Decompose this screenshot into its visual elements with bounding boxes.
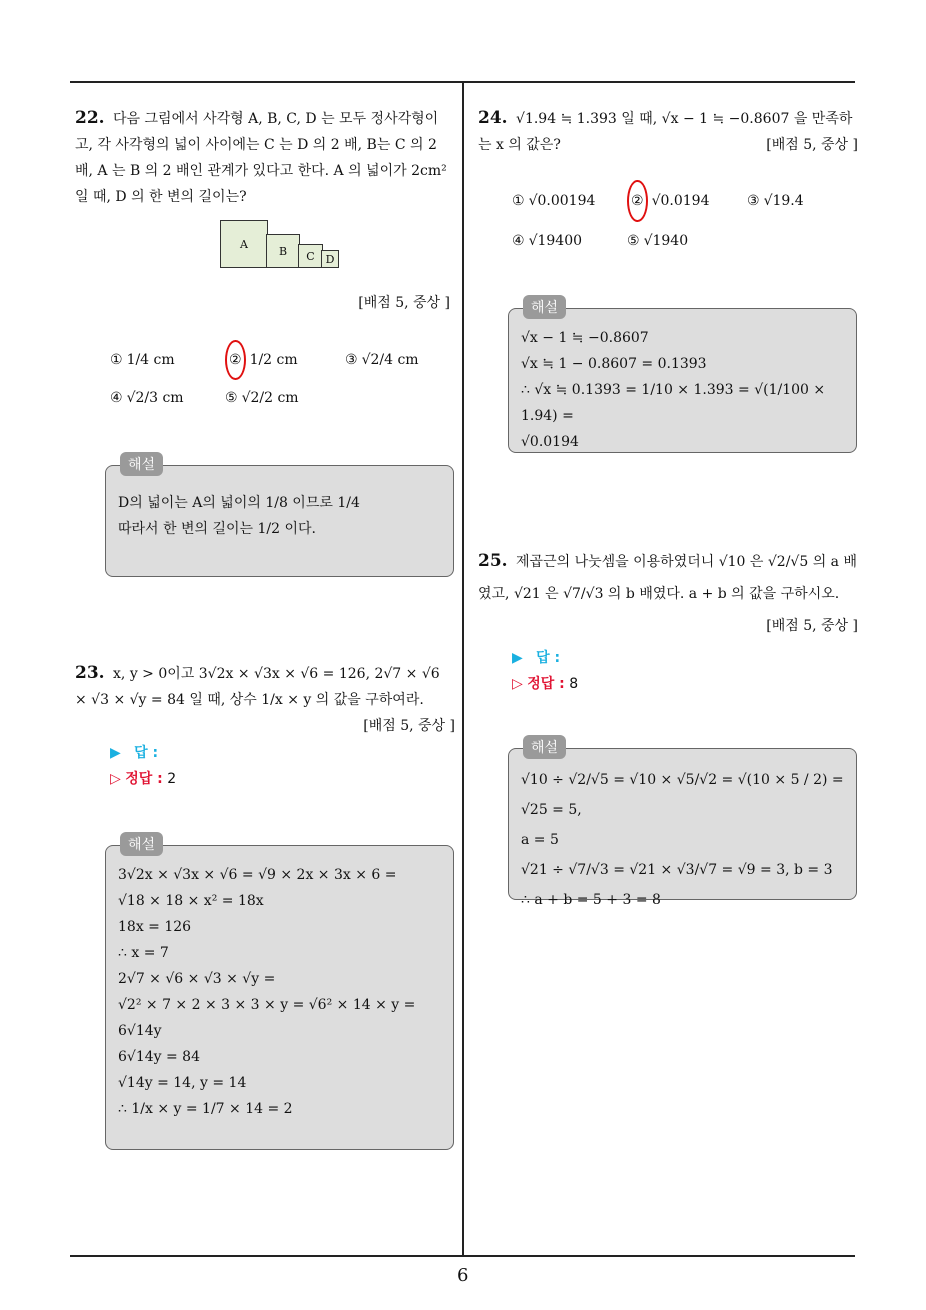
choices-24: [512, 180, 852, 260]
solution-line: 2√7 × √6 × √3 × √y =: [118, 971, 276, 987]
solution-line: 6√14y = 84: [118, 1049, 200, 1065]
choice-1[interactable]: ① 1/4 cm: [110, 352, 175, 368]
question-text: √1.94 ≒ 1.393 일 때, √x − 1 ≒ −0.8607 을 만족하는 x 의 값은?: [478, 111, 853, 153]
choice-5[interactable]: ⑤ √1940: [627, 233, 689, 249]
choice-3[interactable]: ③ √2/4 cm: [345, 352, 419, 368]
solution-box-24: [508, 300, 857, 453]
score-23: [배점 5, 중상 ]: [363, 718, 455, 734]
square-c: C: [298, 244, 323, 268]
triangle-icon: ▷: [512, 676, 523, 692]
question-number: 23.: [75, 663, 105, 683]
solution-line: √0.0194: [521, 434, 579, 450]
score-24: [배점 5, 중상 ]: [766, 137, 858, 153]
choices-22: [110, 340, 450, 416]
question-number: 25.: [478, 551, 508, 571]
question-22: [75, 105, 455, 210]
solution-line: √21 ÷ √7/√3 = √21 × √3/√7 = √9 = 3, b = 3: [521, 862, 833, 878]
answer-label: 답 :: [536, 650, 561, 666]
question-text: 다음 그림에서 사각형 A, B, C, D 는 모두 정사각형이고, 각 사각형의 넓이 사이에는 C 는 D 의 2 배, B는 C 의 2 배, A 는 B 의 2 배인 관계가 있다고 한다. A 의 넓이가 2cm² 일 때, D 의 한 변의 길이는?: [75, 111, 447, 205]
correct-value: 2: [167, 771, 177, 787]
question-text: 제곱근의 나눗셈을 이용하였더니 √10 은 √2/√5 의 a 배였고, √21 은 √7/√3 의 b 배였다. a + b 의 값을 구하시오.: [478, 554, 857, 602]
score-25: [배점 5, 중상 ]: [766, 618, 858, 634]
question-number: 22.: [75, 108, 105, 128]
solution-line: √10 ÷ √2/√5 = √10 × √5/√2 = √(10 × 5 / 2) = √25 = 5,: [521, 772, 844, 818]
correct-label: 정답 :: [125, 771, 163, 787]
solution-line: ∴ √x ≒ 0.1393 = 1/10 × 1.393 = √(1/100 × 1.94) =: [521, 382, 826, 424]
square-b: B: [266, 234, 300, 268]
score-22: [배점 5, 중상 ]: [358, 295, 450, 311]
page-number: 6: [457, 1265, 469, 1286]
choice-2[interactable]: ② √0.0194: [627, 180, 747, 222]
correct-label: 정답 :: [527, 676, 565, 692]
solution-line: D의 넓이는 A의 넓이의 1/8 이므로 1/4: [118, 495, 360, 511]
solution-box-23: [105, 837, 454, 1150]
solution-line: √2² × 7 × 2 × 3 × 3 × y = √6² × 14 × y =: [118, 997, 416, 1013]
square-d: D: [321, 250, 339, 268]
choice-2[interactable]: ② 1/2 cm: [225, 340, 345, 380]
question-25: [478, 545, 858, 642]
question-24: [478, 105, 858, 158]
answer-mark-icon: ②: [627, 180, 648, 222]
solution-line: √x − 1 ≒ −0.8607: [521, 330, 649, 346]
solution-tab: 해설: [523, 735, 566, 759]
solution-tab: 해설: [120, 832, 163, 856]
solution-line: ∴ 1/x × y = 1/7 × 14 = 2: [118, 1101, 293, 1117]
answer-mark-icon: ②: [225, 340, 246, 380]
solution-line: 3√2x × √3x × √6 = √9 × 2x × 3x × 6 =: [118, 867, 397, 883]
solution-line: 18x = 126: [118, 919, 192, 935]
solution-line: 따라서 한 변의 길이는 1/2 이다.: [118, 521, 316, 537]
choice-1[interactable]: ① √0.00194: [512, 193, 596, 209]
solution-line: √18 × 18 × x² = 18x: [118, 893, 264, 909]
solution-tab: 해설: [523, 295, 566, 319]
squares-figure: [220, 220, 350, 268]
choice-5[interactable]: ⑤ √2/2 cm: [225, 390, 299, 406]
solution-line: ∴ a + b = 5 + 3 = 8: [521, 892, 661, 908]
triangle-icon: ▷: [110, 771, 121, 787]
solution-line: 6√14y: [118, 1023, 162, 1039]
square-a: A: [220, 220, 268, 268]
column-divider: [462, 83, 464, 1255]
choice-3[interactable]: ③ √19.4: [747, 193, 804, 209]
choice-4[interactable]: ④ √19400: [512, 233, 583, 249]
answer-25: [512, 645, 578, 697]
answer-label: 답 :: [134, 745, 159, 761]
play-icon: ▶: [110, 745, 121, 761]
choice-4[interactable]: ④ √2/3 cm: [110, 390, 184, 406]
question-23: [75, 660, 455, 739]
solution-line: √14y = 14, y = 14: [118, 1075, 247, 1091]
solution-line: √x ≒ 1 − 0.8607 = 0.1393: [521, 356, 707, 372]
play-icon: ▶: [512, 650, 523, 666]
correct-value: 8: [569, 676, 579, 692]
bottom-rule: [70, 1255, 855, 1257]
solution-line: ∴ x = 7: [118, 945, 169, 961]
answer-23: [110, 740, 176, 792]
solution-line: a = 5: [521, 832, 559, 848]
solution-box-25: [508, 740, 857, 908]
question-text: x, y > 0이고 3√2x × √3x × √6 = 126, 2√7 × √6 × √3 × √y = 84 일 때, 상수 1/x × y 의 값을 구하여라.: [75, 666, 440, 708]
solution-box-22: [105, 457, 454, 577]
solution-tab: 해설: [120, 452, 163, 476]
question-number: 24.: [478, 108, 508, 128]
